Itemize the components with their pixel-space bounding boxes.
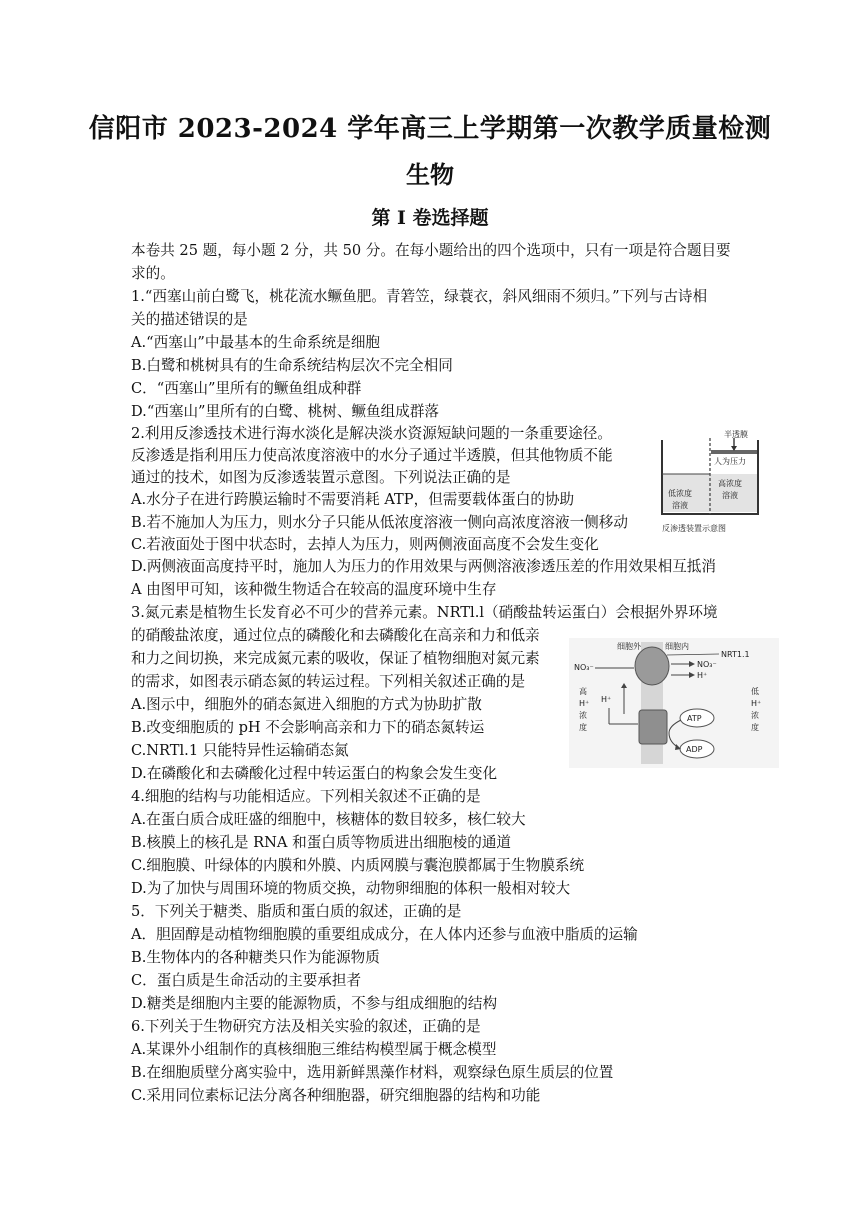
option-line: B.生物体内的各种糖类只作为能源物质 [131,949,380,966]
question-4-stem: 4.细胞的结构与功能相适应。下列相关叙述不正确的是 [131,788,481,805]
option-line: A.图示中，细胞外的硝态氮进入细胞的方式为协助扩散 [131,696,482,713]
inside-label: 细胞内 [665,642,689,651]
option-line: C.细胞膜、叶绿体的内膜和外膜、内质网膜与囊泡膜都属于生物膜系统 [131,857,585,874]
reverse-osmosis-figure [648,428,770,538]
nitrate-transport-figure [569,638,779,768]
text-line: 的硝酸盐浓度，通过位点的磷酸化和去磷酸化在高亲和力和低亲 [131,627,540,644]
option-line: A.某课外小组制作的真核细胞三维结构模型属于概念模型 [131,1041,497,1058]
atp-label: ATP [687,714,702,723]
no3-outside: NO₃⁻ [574,663,594,672]
text-line: 的需求，如图表示硝态氮的转运过程。下列相关叙述正确的是 [131,673,526,690]
option-line: C．“西塞山”里所有的鳜鱼组成种群 [131,380,362,397]
exam-title: 信阳市 2023-2024 学年高三上学期第一次教学质量检测 [88,114,772,144]
option-line: A．胆固醇是动植物细胞膜的重要组成成分，在人体内还参与血液中脂质的运输 [131,926,638,943]
option-line: C.NRTl.1 只能特异性运输硝态氮 [131,742,349,759]
text-line: 求的。 [131,265,175,282]
question-3-stem: 3.氮元素是植物生长发育必不可少的营养元素。NRTl.l（硝酸盐转运蛋白）会根据外界环境 [131,604,718,621]
text-line: A 由图甲可知，该种微生物适合在较高的温度环境中生存 [131,581,497,598]
option-line: D.在磷酸化和去磷酸化过程中转运蛋白的构象会发生变化 [131,765,498,782]
low-h-char-2: H⁺ [751,699,762,708]
pressure-label: 人为压力 [714,457,746,466]
question-5-stem: 5．下列关于糖类、脂质和蛋白质的叙述，正确的是 [131,903,462,920]
option-line: A.“西塞山”中最基本的生命系统是细胞 [131,334,381,351]
low-solution-label: 溶液 [672,501,688,510]
figure-caption: 反渗透装置示意图 [662,524,726,533]
low-h-char-3: 浓 [751,711,759,720]
question-6-stem: 6.下列关于生物研究方法及相关实验的叙述，正确的是 [131,1018,481,1035]
option-line: C.采用同位素标记法分离各种细胞器，研究细胞器的结构和功能 [131,1087,541,1104]
outside-label: 细胞外 [617,642,641,651]
question-2-stem: 2.利用反渗透技术进行海水淡化是解决淡水资源短缺问题的一条重要途径。 [131,425,612,442]
text-line: 本卷共 25 题，每小题 2 分，共 50 分。在每小题给出的四个选项中，只有一项是符合题目要 [131,242,731,259]
option-line: C．蛋白质是生命活动的主要承担者 [131,972,362,989]
h-outside: H⁺ [601,695,612,704]
text-line: 反渗透是指利用压力使高浓度溶液中的水分子通过半透膜，但其他物质不能 [131,447,613,464]
option-line: B.改变细胞质的 pH 不会影响高亲和力下的硝态氮转运 [131,719,485,736]
high-concentration-label: 高浓度 [718,479,742,488]
high-h-char-1: 高 [579,687,587,696]
text-line: 关的描述错误的是 [131,311,248,328]
option-line: A.水分子在进行跨膜运输时不需要消耗 ATP，但需要载体蛋白的协助 [131,491,575,508]
option-line: D.“西塞山”里所有的白鹭、桃树、鳜鱼组成群落 [131,403,440,420]
option-line: D.糖类是细胞内主要的能源物质，不参与组成细胞的结构 [131,995,498,1012]
adp-label: ADP [686,745,703,754]
low-concentration-label: 低浓度 [668,489,692,498]
option-line: B.白鹭和桃树具有的生命系统结构层次不完全相同 [131,357,453,374]
no3-inside: NO₃⁻ [697,660,717,669]
h-inside: H⁺ [697,671,708,680]
text-line: 和力之间切换，来完成氮元素的吸收，保证了植物细胞对氮元素 [131,650,540,667]
option-line: C.若液面处于图中状态时，去掉人为压力，则两侧液面高度不会发生变化 [131,536,599,553]
option-line: A.在蛋白质合成旺盛的细胞中，核糖体的数目较多，核仁较大 [131,811,526,828]
low-h-char-4: 度 [751,723,759,732]
high-h-char-3: 浓 [579,711,587,720]
text-line: 通过的技术，如图为反渗透装置示意图。下列说法正确的是 [131,469,511,486]
subject-title: 生物 [406,160,454,189]
option-line: D.两侧液面高度持平时，施加人为压力的作用效果与两侧溶液渗透压差的作用效果相互抵消 [131,558,716,575]
option-line: B.若不施加人为压力，则水分子只能从低浓度溶液一侧向高浓度溶液一侧移动 [131,514,628,531]
nrt-label: NRT1.1 [721,650,750,659]
section-title: 第 I 卷选择题 [371,207,489,229]
option-line: B.在细胞质壁分离实验中，选用新鲜黑藻作材料，观察绿色原生质层的位置 [131,1064,614,1081]
high-h-char-2: H⁺ [579,699,590,708]
option-line: B.核膜上的核孔是 RNA 和蛋白质等物质进出细胞棱的通道 [131,834,512,851]
high-solution-label: 溶液 [722,491,738,500]
question-1-stem: 1.“西塞山前白鹭飞，桃花流水鳜鱼肥。青箬笠，绿蓑衣，斜风细雨不须归。”下列与古诗相 [131,288,708,305]
membrane-label: 半透膜 [724,430,748,439]
option-line: D.为了加快与周围环境的物质交换，动物卵细胞的体积一般相对较大 [131,880,571,897]
low-h-char-1: 低 [751,687,759,696]
high-h-char-4: 度 [579,723,587,732]
